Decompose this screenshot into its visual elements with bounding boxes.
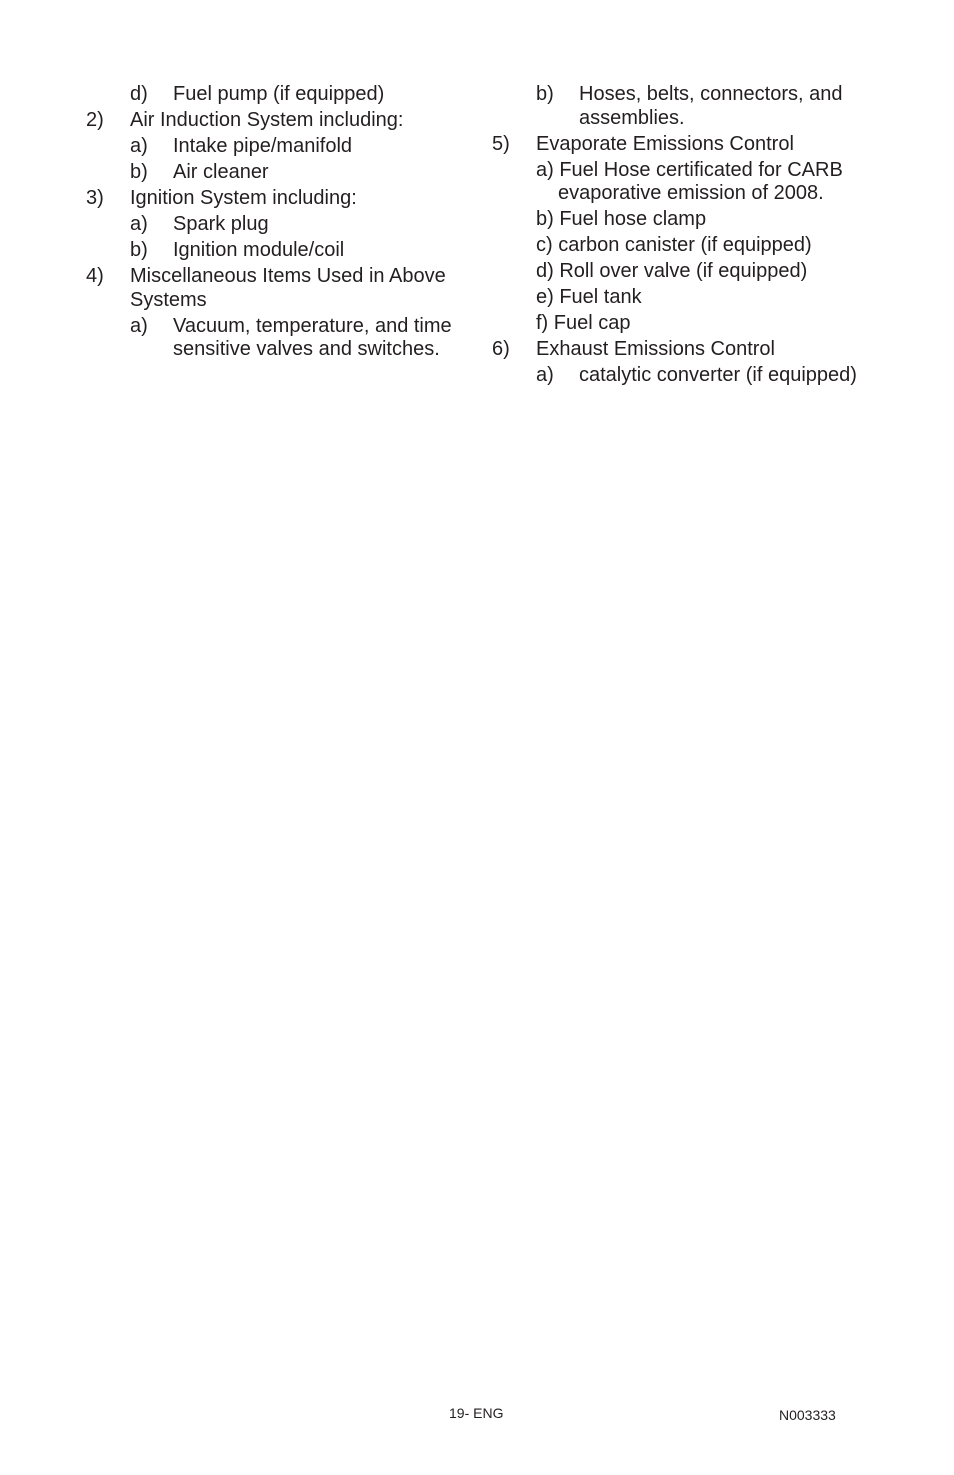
list-item-text: Ignition System including: (130, 187, 357, 209)
list-item-text: catalytic converter (if equipped) (579, 364, 857, 386)
list-marker: 4) (86, 265, 104, 287)
list-marker: b) (536, 83, 554, 105)
list-item-5c: c) carbon canister (if equipped) (536, 234, 812, 256)
list-item-5 (492, 133, 882, 157)
page-number: 19- ENG (449, 1405, 504, 1421)
list-item-text: Intake pipe/manifold (173, 135, 353, 157)
list-item-3a (86, 213, 476, 237)
list-marker: a) (130, 314, 148, 337)
list-item-text: Air Induction System including: (130, 109, 404, 131)
list-item-3 (86, 187, 476, 211)
list-item-5a: a) Fuel Hose certificated for CARB evaporative emission of 2008. (536, 158, 843, 204)
list-marker: 2) (86, 109, 104, 131)
list-item-text: Spark plug (173, 213, 269, 235)
list-item-2b (86, 161, 476, 185)
list-item-4a (86, 315, 463, 362)
list-item-5b: b) Fuel hose clamp (536, 208, 707, 230)
list-item-1d (86, 83, 476, 107)
list-marker: b) (130, 161, 148, 183)
list-marker: b) (130, 239, 148, 261)
list-item-2 (86, 109, 476, 133)
list-item-text: Vacuum, temperature, and time sensitive valves and switches. (173, 314, 452, 360)
list-item-6a (492, 364, 882, 388)
list-marker: 3) (86, 187, 104, 209)
list-item-text: Ignition module/coil (173, 239, 345, 261)
list-item-5f: f) Fuel cap (536, 312, 631, 334)
list-item-text: Miscellaneous Items Used in Above Systems (130, 265, 446, 311)
list-item-5e: e) Fuel tank (536, 286, 642, 308)
list-item-text: Exhaust Emissions Control (536, 338, 775, 360)
list-item-6 (492, 338, 882, 362)
list-item-text: Hoses, belts, connectors, and assemblies. (579, 83, 843, 129)
list-item-4 (86, 265, 476, 312)
list-marker: d) (130, 83, 148, 105)
list-item-2a (86, 135, 476, 159)
list-marker: a) (536, 364, 554, 386)
list-item-5d: d) Roll over valve (if equipped) (536, 260, 808, 282)
document-code: N003333 (779, 1407, 836, 1423)
list-item-3b (86, 239, 476, 263)
list-marker: 5) (492, 132, 510, 155)
list-item-text: Air cleaner (173, 161, 269, 183)
list-marker: 6) (492, 338, 510, 360)
right-column (492, 83, 882, 390)
list-marker: a) (130, 135, 148, 157)
list-marker: a) (130, 213, 148, 235)
list-item-4b (492, 83, 869, 130)
list-item-text: Fuel pump (if equipped) (173, 83, 385, 105)
left-column (86, 83, 476, 364)
list-item-text: Evaporate Emissions Control (536, 132, 794, 155)
